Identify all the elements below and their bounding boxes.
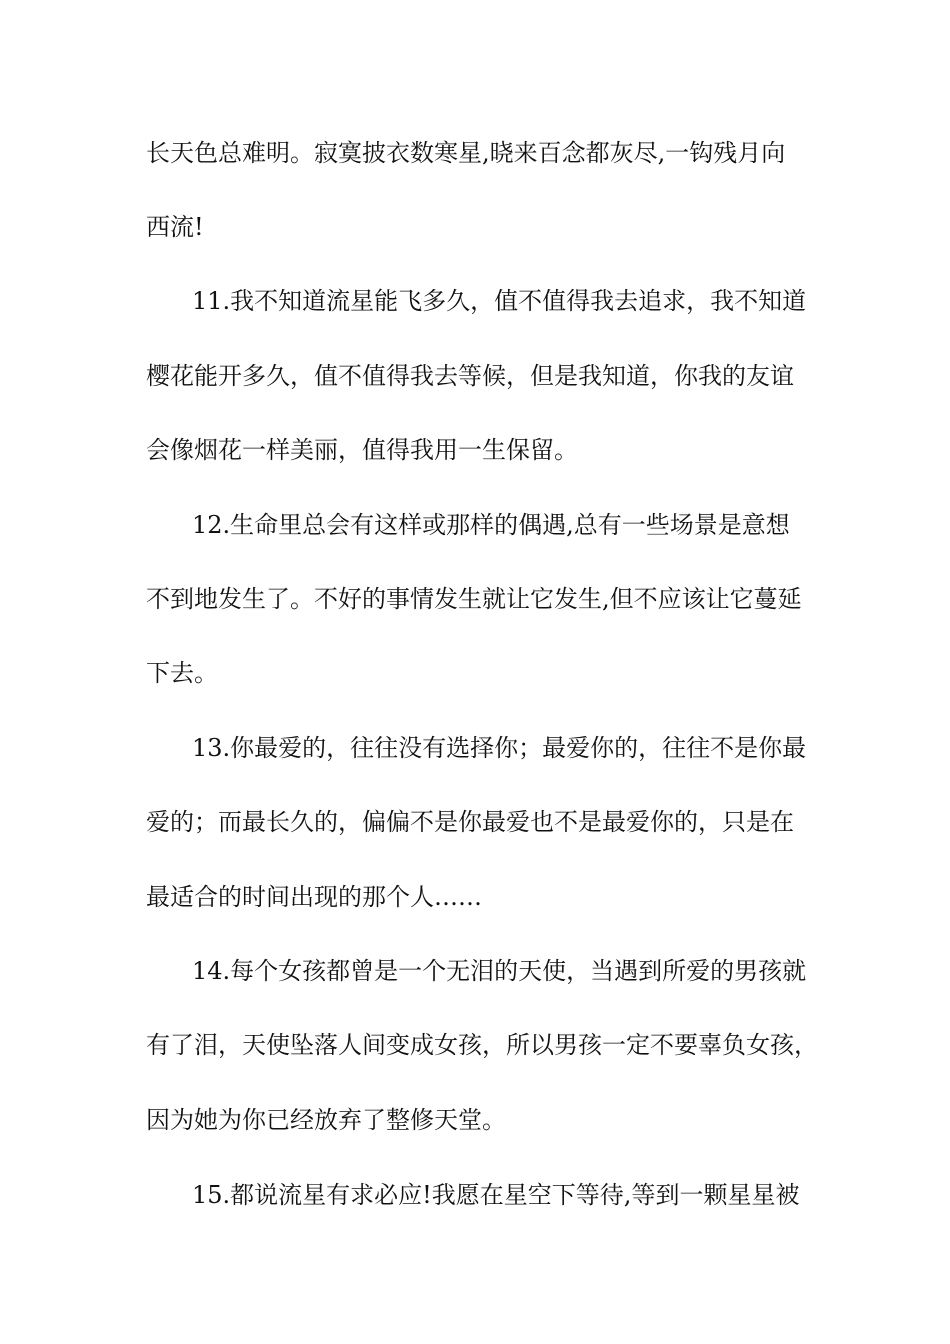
text-line: 爱的；而最长久的，偏偏不是你最爱也不是最爱你的，只是在 bbox=[146, 808, 794, 836]
paragraph-14-line: 14.每个女孩都曾是一个无泪的天使，当遇到所爱的男孩就 bbox=[192, 957, 807, 985]
text-line: 有了泪，天使坠落人间变成女孩，所以男孩一定不要辜负女孩， bbox=[146, 1031, 818, 1059]
text-line: 因为她为你已经放弃了整修天堂。 bbox=[146, 1106, 506, 1134]
text-line: 最适合的时间出现的那个人…… bbox=[146, 883, 482, 911]
text-line: 西流! bbox=[146, 213, 204, 241]
text-line: 会像烟花一样美丽，值得我用一生保留。 bbox=[146, 436, 578, 464]
text-line: 长天色总难明。寂寞披衣数寒星,晓来百念都灰尽,一钩残月向 bbox=[146, 139, 786, 167]
paragraph-12-line: 12.生命里总会有这样或那样的偶遇,总有一些场景是意想 bbox=[192, 511, 790, 539]
text-line: 下去。 bbox=[146, 659, 218, 687]
paragraph-13-line: 13.你最爱的，往往没有选择你；最爱你的，往往不是你最 bbox=[192, 734, 807, 762]
paragraph-11-line: 11.我不知道流星能飞多久，值不值得我去追求，我不知道 bbox=[192, 287, 807, 315]
text-line: 不到地发生了。不好的事情发生就让它发生,但不应该让它蔓延 bbox=[146, 585, 802, 613]
paragraph-15-line: 15.都说流星有求必应!我愿在星空下等待,等到一颗星星被 bbox=[192, 1181, 800, 1209]
text-line: 樱花能开多久，值不值得我去等候，但是我知道，你我的友谊 bbox=[146, 362, 794, 390]
